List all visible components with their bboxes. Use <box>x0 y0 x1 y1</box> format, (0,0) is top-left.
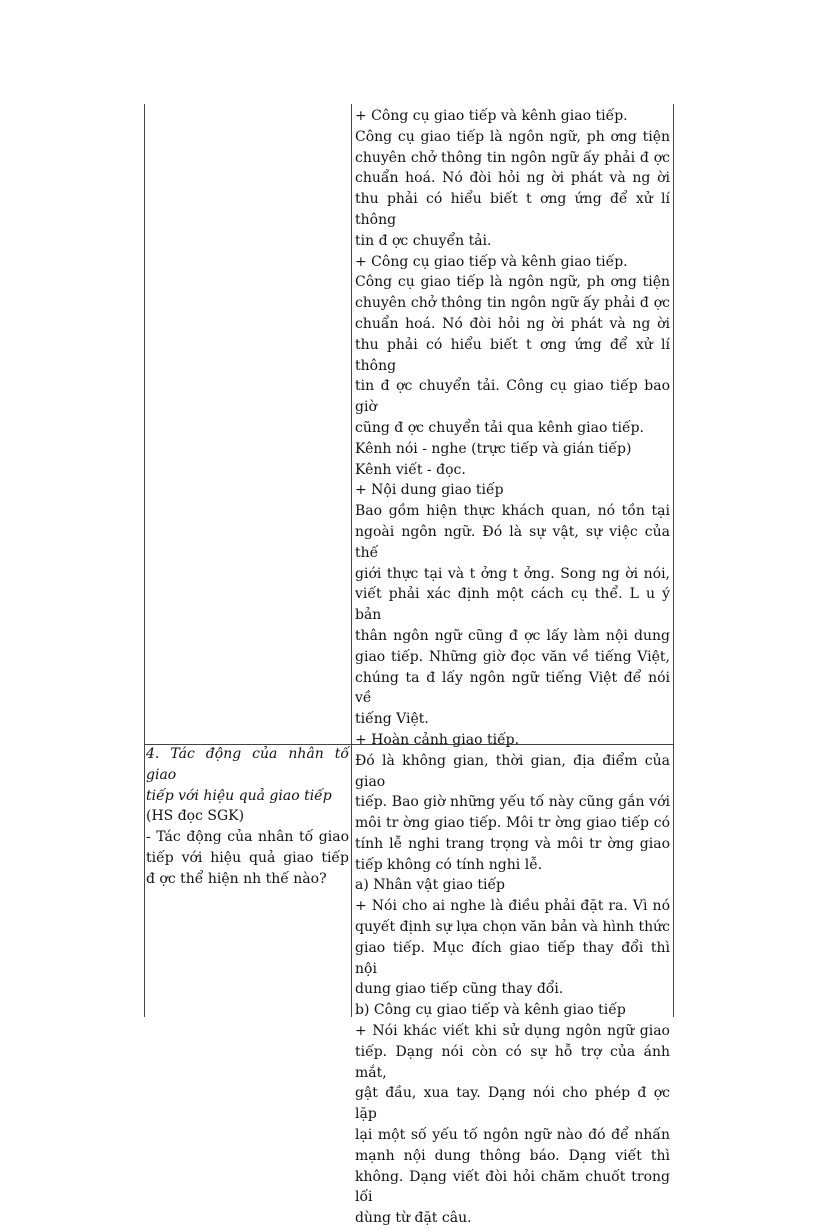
text-line: tin đ ợc chuyển tải. <box>355 232 492 249</box>
text-line: + Nội dung giao tiếp <box>355 482 504 499</box>
text-line: tiếp không có tính nghi lễ. <box>355 856 543 873</box>
table-left-border <box>144 104 145 1017</box>
text-line: không. Dạng viết đòi hỏi chăm chuốt trong lối <box>355 1168 670 1206</box>
text-line: giao tiếp. Những giờ đọc văn về tiếng Việt, <box>355 648 670 665</box>
text-line: tin đ ợc chuyển tải. Công cụ giao tiếp bao giờ <box>355 378 670 416</box>
text-line: dung giao tiếp cũng thay đổi. <box>355 981 564 998</box>
text-line: 4. Tác động của nhân tố giao <box>146 746 349 783</box>
text-line: + Công cụ giao tiếp và kênh giao tiếp. <box>355 108 628 124</box>
text-line: chúng ta đ lấy ngôn ngữ tiếng Việt để nói về <box>355 669 670 707</box>
text-line: chuẩn hoá. Nó đòi hỏi ng ời phát và ng ời <box>355 315 670 332</box>
text-line: dùng từ đặt câu. <box>355 1210 472 1227</box>
text-line: Công cụ giao tiếp là ngôn ngữ, ph ơng tiện <box>355 274 670 291</box>
text-line: tiếp với hiệu quả giao tiếp <box>146 849 349 866</box>
text-line: quyết định sự lựa chọn văn bản và hình thức <box>355 919 670 936</box>
text-line: b) Công cụ giao tiếp và kênh giao tiếp <box>355 1002 626 1019</box>
text-line: Bao gồm hiện thực khách quan, nó tồn tại <box>355 503 670 520</box>
text-line: + Hoàn cảnh giao tiếp. <box>355 731 520 748</box>
text-line: tiếp. Bao giờ những yếu tố này cũng gắn với <box>355 794 670 811</box>
text-line: a) Nhân vật giao tiếp <box>355 877 506 894</box>
text-line: lại một số yếu tố ngôn ngữ nào đó để nhấn <box>355 1127 670 1144</box>
text-line: + Công cụ giao tiếp và kênh giao tiếp. <box>355 253 628 270</box>
text-line: - Tác động của nhân tố giao <box>146 829 349 846</box>
text-line: + Nói cho ai nghe là điều phải đặt ra. Vì nó <box>355 898 670 915</box>
text-line: gật đầu, xua tay. Dạng nói cho phép đ ợc lặp <box>355 1085 670 1123</box>
text-line: tính lễ nghi trang trọng và môi tr ờng giao <box>355 835 670 852</box>
text-line: tiếp với hiệu quả giao tiếp <box>146 787 332 804</box>
text-line: + Nói khác viết khi sử dụng ngôn ngữ giao <box>355 1023 670 1040</box>
text-line: thu phải có hiểu biết t ơng ứng để xử lí thông <box>355 191 670 228</box>
text-line: chuẩn hoá. Nó đòi hỏi ng ời phát và ng ời <box>355 170 670 187</box>
text-line: viết phải xác định một cách cụ thể. L u ý bản <box>355 586 670 624</box>
text-line: ngoài ngôn ngữ. Đó là sự vật, sự việc của thế <box>355 523 670 561</box>
text-line: Kênh nói - nghe (trực tiếp và gián tiếp) <box>355 440 632 457</box>
table-right-border <box>673 104 674 1017</box>
text-line: giao tiếp. Mục đích giao tiếp thay đổi thì nội <box>355 939 670 977</box>
text-line: thân ngôn ngữ cũng đ ợc lấy làm nội dung <box>355 627 670 644</box>
text-line: cũng đ ợc chuyển tải qua kênh giao tiếp. <box>355 419 645 436</box>
text-line: chuyên chở thông tin ngôn ngữ ấy phải đ ợc <box>355 149 670 166</box>
table-column-divider <box>351 104 352 1017</box>
text-line: giới thực tại và t ởng t ởng. Song ng ời nói, <box>355 565 670 582</box>
text-line: tiếng Việt. <box>355 711 429 728</box>
right-column <box>355 106 670 1229</box>
text-line: Kênh viết - đọc. <box>355 461 466 478</box>
text-line: tiếp. Dạng nói còn có sự hỗ trợ của ánh mắt, <box>355 1043 670 1081</box>
text-line: môi tr ờng giao tiếp. Môi tr ờng giao tiếp có <box>355 815 670 832</box>
text-line: (HS đọc SGK) <box>146 808 245 825</box>
text-line: Đó là không gian, thời gian, địa điểm của giao <box>355 752 670 790</box>
text-line: mạnh nội dung thông báo. Dạng viết thì <box>355 1147 670 1164</box>
text-line: thu phải có hiểu biết t ơng ứng để xử lí thông <box>355 336 670 374</box>
left-column <box>146 744 349 890</box>
text-line: chuyên chở thông tin ngôn ngữ ấy phải đ ợc <box>355 295 670 312</box>
text-line: Công cụ giao tiếp là ngôn ngữ, ph ơng tiện <box>355 128 670 145</box>
text-line: đ ợc thể hiện nh thế nào? <box>146 870 327 887</box>
